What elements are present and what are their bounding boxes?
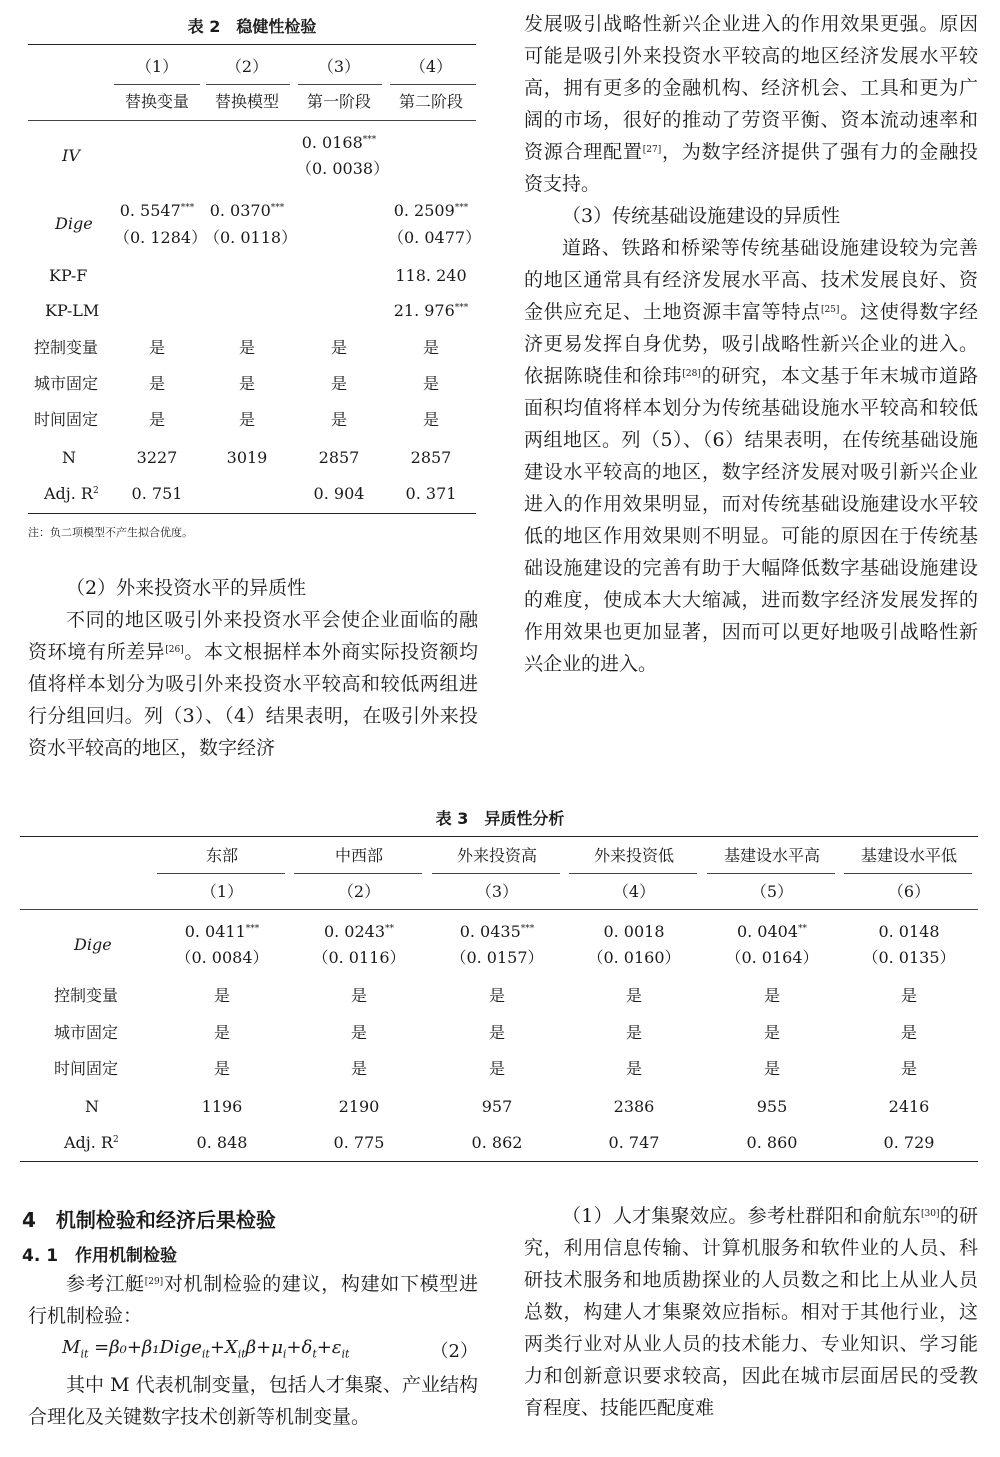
t3-n-2: 2190: [338, 1097, 380, 1116]
t2-kplm-label: KP-LM: [45, 301, 100, 320]
t3-r2-2: 0. 775: [333, 1133, 385, 1152]
table2-top-rule: [28, 44, 476, 45]
t2-r2-1: 0. 751: [131, 484, 183, 503]
t3-dige-coef-2: 0. 0243**: [323, 922, 395, 941]
t3-r2-5: 0. 860: [746, 1133, 798, 1152]
t3-colname-rule-5: [707, 873, 835, 874]
t3-dige-se-6: （0. 0135）: [862, 948, 956, 967]
t3-colname-rule-4: [569, 873, 697, 874]
t2-kpf-label: KP-F: [49, 266, 88, 285]
table2-caption: 表 2 稳健性检验: [187, 17, 317, 36]
t3-r2-3: 0. 862: [471, 1133, 523, 1152]
t2-iv-coef: 0. 0168***: [301, 133, 377, 152]
table3-top-rule: [20, 836, 978, 837]
t2-n-label: N: [62, 448, 76, 467]
t3-colname-4: 外来投资低: [593, 846, 674, 865]
t2-colname-1: 替换变量: [124, 92, 189, 111]
t3-city-3: 是: [488, 1023, 505, 1042]
table2-bottom-rule: [28, 513, 476, 514]
t2-city-4: 是: [422, 374, 439, 393]
t3-city-2: 是: [350, 1023, 367, 1042]
t3-colnum-5: （5）: [750, 882, 794, 901]
t2-header-rule: [28, 120, 476, 121]
t2-r2-3: 0. 904: [313, 484, 365, 503]
t3-time-4: 是: [625, 1059, 642, 1078]
t2-ctrl-label: 控制变量: [34, 338, 99, 357]
t3-ctrl-label: 控制变量: [54, 986, 119, 1005]
table2-note: 注：负二项模型不产生拟合优度。: [28, 526, 193, 539]
t2-city-1: 是: [148, 374, 165, 393]
t2-ctrl-4: 是: [422, 338, 439, 357]
t2-dige-se-1: （0. 1284）: [114, 228, 208, 247]
t2-colnum-rule-1: [114, 84, 200, 85]
t2-time-4: 是: [422, 410, 439, 429]
t2-colnum-4: （4）: [409, 57, 453, 76]
t3-header-rule: [20, 909, 978, 910]
t3-dige-se-1: （0. 0084）: [175, 948, 269, 967]
t3-ctrl-3: 是: [488, 986, 505, 1005]
t2-n-1: 3227: [136, 448, 178, 467]
t2-kplm-value: 21. 976***: [393, 301, 469, 320]
t3-ctrl-5: 是: [763, 986, 780, 1005]
t3-n-6: 2416: [888, 1097, 930, 1116]
t2-n-4: 2857: [410, 448, 452, 467]
t2-city-label: 城市固定: [34, 374, 99, 393]
section4-title: 4 机制检验和经济后果检验: [22, 1208, 276, 1232]
t3-city-5: 是: [763, 1023, 780, 1042]
t3-n-label: N: [85, 1097, 99, 1116]
t3-n-3: 957: [481, 1097, 513, 1116]
t3-colnum-3: （3）: [475, 882, 519, 901]
t3-dige-coef-1: 0. 0411***: [184, 922, 260, 941]
equation-2: $M_{it}$ $=\beta_0+\beta_1Dige_{it}+X_{it}\beta+\mu_i+\delta_t+\varepsilon_{it}$ （2）: [62, 1337, 478, 1362]
t2-colnum-rule-2: [206, 84, 290, 85]
left-subheading-2: （2）外来投资水平的异质性: [66, 577, 307, 599]
t2-colnum-rule-4: [390, 84, 476, 85]
t2-time-1: 是: [148, 410, 165, 429]
t2-dige-coef-4: 0. 2509***: [393, 201, 469, 220]
t2-dige-se-2: （0. 0118）: [204, 228, 298, 247]
t3-colname-rule-2: [294, 873, 422, 874]
section4-left-text-2: [28, 1369, 478, 1433]
section4-right-paragraph: （1）人才集聚效应。参考杜群阳和俞航东[30]的研究，利用信息传输、计算机服务和软件业的人员、科研技术服务和地质勘探业的人员数之和比上从业人员总数，构建人才集聚效应指标。相对于其他行业，这两类行业对从业人员的技术能力、专业知识、学习能力和创新意识要求较高，因此在城市层面居民的受教育程度、技能匹配度难: [524, 1205, 978, 1419]
t3-colnum-6: （6）: [887, 882, 931, 901]
t3-n-4: 2386: [613, 1097, 655, 1116]
section4-right-text: [524, 1200, 978, 1424]
right-subheading-3: （3）传统基础设施建设的异质性: [562, 205, 841, 227]
t3-dige-coef-5: 0. 0404**: [736, 922, 808, 941]
t3-ctrl-2: 是: [350, 986, 367, 1005]
t2-n-2: 3019: [226, 448, 268, 467]
t3-city-6: 是: [900, 1023, 917, 1042]
table3-caption: 表 3 异质性分析: [435, 809, 565, 828]
right-paragraph-2: 道路、铁路和桥梁等传统基础设施建设较为完善的地区通常具有经济发展水平高、技术发展良好、资金供应充足、土地资源丰富等特点[25]。这使得数字经济更易发挥自身优势，吸引战略性新兴企业的进入。依据陈晓佳和徐玮[28]的研究，本文基于年末城市道路面积均值将样本划分为传统基础设施水平较高和较低两组地区。列（5）、（6）结果表明，在传统基础设施建设水平较高的地区，数字经济发展对吸引新兴企业进入的作用效果明显，而对传统基础设施建设水平较低的地区作用效果则不明显。可能的原因在于传统基础设施建设的完善有助于大幅降低数字基础设施建设的难度，使成本大大缩减，进而数字经济发展发挥的作用效果也更加显著，因而可以更好地吸引战略性新兴企业的进入。: [524, 237, 978, 675]
t3-time-label: 时间固定: [54, 1059, 119, 1078]
t2-colnum-rule-3: [298, 84, 382, 85]
t3-colname-rule-1: [157, 873, 285, 874]
t3-city-label: 城市固定: [54, 1023, 119, 1042]
right-paragraph-1: 发展吸引战略性新兴企业进入的作用效果更强。原因可能是吸引外来投资水平较高的地区经济发展水平较高，拥有更多的金融机构、经济机会、工具和更为广阔的市场，很好的推动了劳资平衡、资本流动速率和资源合理配置[27]，为数字经济提供了强有力的金融投资支持。: [524, 13, 978, 195]
t3-dige-label: Dige: [74, 935, 112, 954]
t2-city-2: 是: [238, 374, 255, 393]
t3-ctrl-6: 是: [900, 986, 917, 1005]
t3-time-3: 是: [488, 1059, 505, 1078]
t3-colname-5: 基建设水平高: [723, 846, 820, 865]
right-column-text: [524, 8, 978, 680]
t2-colnum-1: （1）: [135, 57, 179, 76]
section41-title: 4. 1 作用机制检验: [22, 1246, 178, 1266]
t3-dige-se-2: （0. 0116）: [312, 948, 406, 967]
t2-time-3: 是: [330, 410, 347, 429]
t2-n-3: 2857: [318, 448, 360, 467]
t3-r2-label: Adj. $R^2$: [64, 1133, 119, 1152]
t3-colnum-4: （4）: [612, 882, 656, 901]
left-paragraph-1: 不同的地区吸引外来投资水平会使企业面临的融资环境有所差异[26]。本文根据样本外商实际投资额均值将样本划分为吸引外来投资水平较高和较低两组进行分组回归。列（3）、（4）结果表明，在吸引外来投资水平较高的地区，数字经济: [28, 609, 478, 759]
t3-n-1: 1196: [201, 1097, 243, 1116]
t2-ctrl-1: 是: [148, 338, 165, 357]
t3-dige-coef-3: 0. 0435***: [459, 922, 535, 941]
t3-r2-4: 0. 747: [608, 1133, 660, 1152]
t2-iv-label: IV: [62, 146, 80, 165]
t2-colname-2: 替换模型: [214, 92, 279, 111]
t2-colname-4: 第二阶段: [398, 92, 463, 111]
t2-colname-3: 第一阶段: [306, 92, 371, 111]
t3-city-4: 是: [625, 1023, 642, 1042]
t3-dige-se-4: （0. 0160）: [587, 948, 681, 967]
t3-ctrl-1: 是: [213, 986, 230, 1005]
t2-dige-coef-1: 0. 5547***: [119, 201, 195, 220]
t3-colname-1: 东部: [205, 846, 238, 865]
t3-colnum-2: （2）: [337, 882, 381, 901]
t2-r2-4: 0. 371: [405, 484, 457, 503]
t3-city-1: 是: [213, 1023, 230, 1042]
section4-left-text: [28, 1268, 478, 1332]
t2-dige-coef-2: 0. 0370***: [209, 201, 285, 220]
t3-colname-6: 基建设水平低: [860, 846, 957, 865]
t3-n-5: 955: [756, 1097, 788, 1116]
t3-r2-6: 0. 729: [883, 1133, 935, 1152]
left-column-text: [28, 572, 478, 764]
section4-paragraph-1: 参考江艇[29]对机制检验的建议，构建如下模型进行机制检验：: [28, 1273, 478, 1327]
t3-colname-2: 中西部: [334, 846, 383, 865]
t2-kpf-value: 118. 240: [395, 266, 467, 285]
t3-r2-1: 0. 848: [196, 1133, 248, 1152]
t3-time-2: 是: [350, 1059, 367, 1078]
t3-ctrl-4: 是: [625, 986, 642, 1005]
t2-city-3: 是: [330, 374, 347, 393]
t3-dige-coef-4: 0. 0018: [603, 922, 665, 941]
t2-r2-label: Adj. $R^2$: [44, 484, 99, 503]
t3-dige-se-3: （0. 0157）: [450, 948, 544, 967]
t3-time-6: 是: [900, 1059, 917, 1078]
table3-bottom-rule: [20, 1161, 978, 1162]
t2-iv-se: （0. 0038）: [296, 159, 390, 178]
t2-colnum-2: （2）: [225, 57, 269, 76]
t2-time-2: 是: [238, 410, 255, 429]
t3-time-5: 是: [763, 1059, 780, 1078]
t2-dige-label: Dige: [55, 214, 93, 233]
t3-dige-coef-6: 0. 0148: [878, 922, 940, 941]
t3-time-1: 是: [213, 1059, 230, 1078]
t3-colname-rule-3: [432, 873, 560, 874]
t2-time-label: 时间固定: [34, 410, 99, 429]
t2-dige-se-4: （0. 0477）: [388, 228, 482, 247]
t3-colnum-1: （1）: [200, 882, 244, 901]
t3-dige-se-5: （0. 0164）: [725, 948, 819, 967]
t3-colname-rule-6: [844, 873, 972, 874]
t2-ctrl-3: 是: [330, 338, 347, 357]
t2-ctrl-2: 是: [238, 338, 255, 357]
t3-colname-3: 外来投资高: [456, 846, 537, 865]
t2-colnum-3: （3）: [317, 57, 361, 76]
section4-paragraph-2: 其中 M 代表机制变量，包括人才集聚、产业结构合理化及关键数字技术创新等机制变量。: [28, 1374, 478, 1428]
